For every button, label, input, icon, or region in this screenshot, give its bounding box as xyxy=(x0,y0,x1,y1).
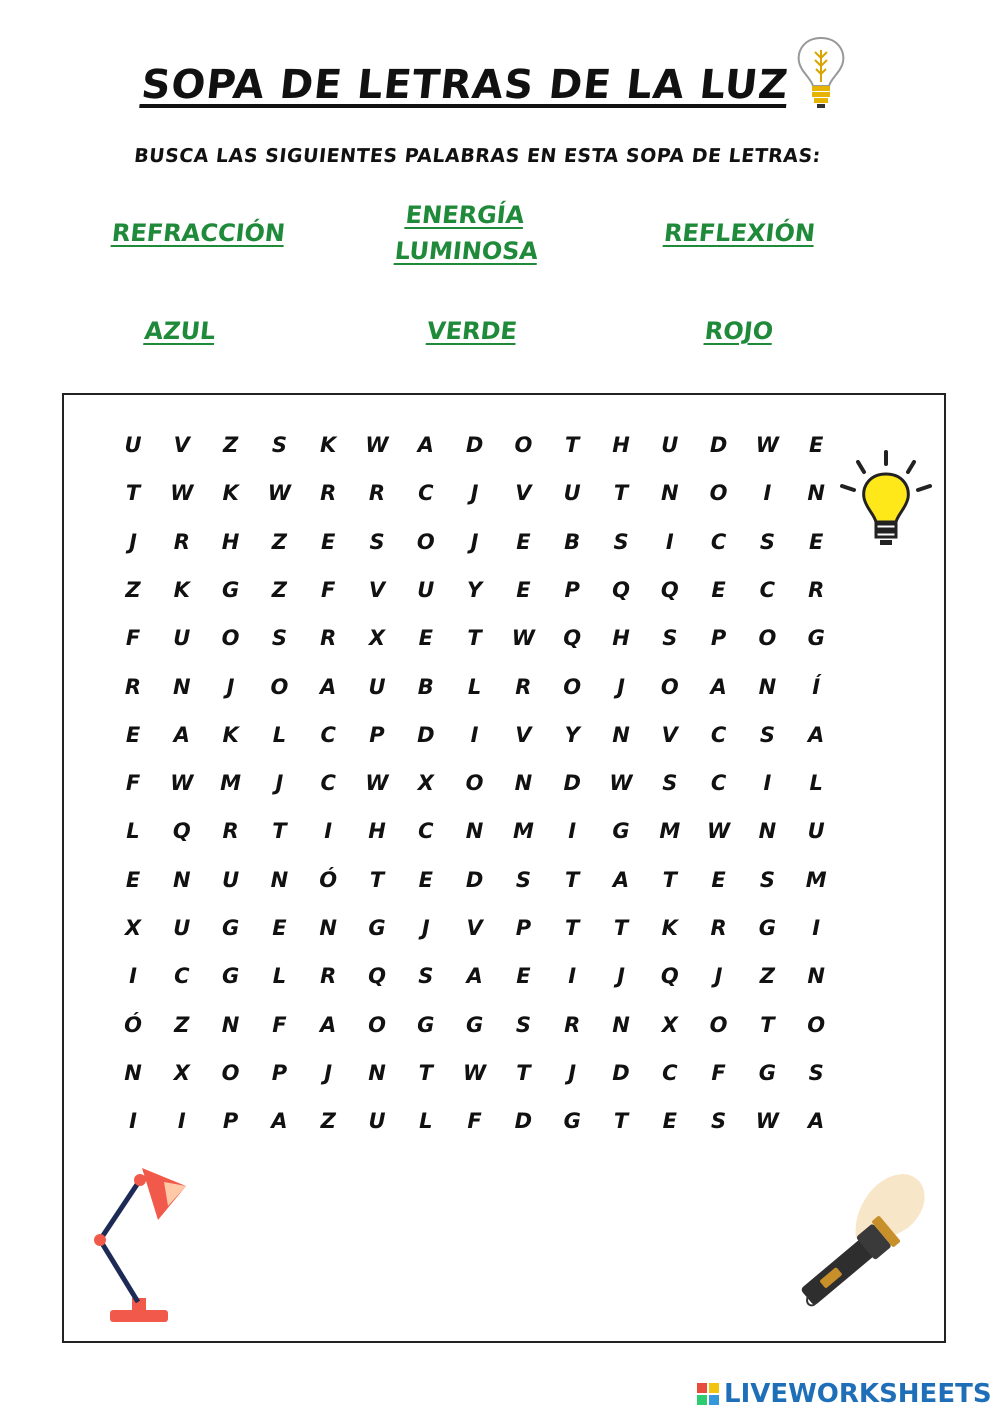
grid-letter: Q xyxy=(660,577,679,602)
grid-letter: R xyxy=(710,916,727,940)
grid-letter: J xyxy=(470,481,479,506)
grid-letter: M xyxy=(512,819,534,844)
grid-letter: E xyxy=(516,964,531,989)
grid-letter: A xyxy=(466,964,483,989)
grid-letter: E xyxy=(125,722,141,747)
word-azul: AZUL xyxy=(143,317,217,345)
grid-letter: J xyxy=(129,529,137,554)
grid-letter: E xyxy=(418,867,433,892)
grid-letter: F xyxy=(272,1012,287,1037)
grid-letter: V xyxy=(466,916,483,940)
grid-letter: S xyxy=(418,964,434,989)
grid-letter: N xyxy=(270,867,289,892)
grid-letter: C xyxy=(418,481,434,506)
grid-letter: O xyxy=(709,1012,728,1037)
grid-letter: P xyxy=(222,1109,239,1134)
grid-letter: R xyxy=(320,481,337,506)
grid-letter: Y xyxy=(564,722,580,747)
grid-letter: Q xyxy=(612,577,630,602)
grid-letter: N xyxy=(758,674,777,699)
grid-letter: S xyxy=(515,867,531,892)
grid-letter: N xyxy=(661,481,679,506)
grid-letter: W xyxy=(463,1060,487,1085)
grid-letter: R xyxy=(515,674,532,699)
grid-letter: C xyxy=(710,771,727,796)
page-title: SOPA DE LETRAS DE LA LUZ xyxy=(139,62,791,108)
grid-letter: D xyxy=(563,771,581,796)
grid-letter: P xyxy=(710,626,727,651)
desk-lamp-icon xyxy=(88,1160,198,1330)
grid-letter: U xyxy=(173,916,191,940)
grid-letter: E xyxy=(321,529,336,554)
grid-letter: R xyxy=(368,481,386,506)
grid-letter: D xyxy=(417,722,435,747)
grid-letter: J xyxy=(275,771,284,796)
grid-letter: N xyxy=(368,1060,386,1085)
grid-letter: U xyxy=(124,433,142,457)
grid-letter: T xyxy=(272,819,287,844)
grid-letter: R xyxy=(320,964,337,989)
grid-letter: N xyxy=(612,722,630,747)
grid-letter: O xyxy=(709,481,728,506)
grid-letter: R xyxy=(564,1012,581,1037)
grid-letter: Y xyxy=(466,577,483,602)
grid-letter: I xyxy=(763,771,772,796)
grid-letter: E xyxy=(516,529,531,554)
grid-letter: O xyxy=(270,674,289,699)
liveworksheets-logo-icon xyxy=(696,1382,720,1406)
grid-letter: S xyxy=(759,722,775,747)
grid-letter: O xyxy=(660,674,679,699)
grid-letter: C xyxy=(710,529,727,554)
grid-letter: C xyxy=(418,819,434,844)
grid-letter: E xyxy=(711,577,726,602)
grid-letter: S xyxy=(271,626,287,651)
grid-letter: E xyxy=(711,867,726,892)
grid-letter: E xyxy=(418,626,433,651)
grid-letter: G xyxy=(221,964,240,989)
grid-letter: W xyxy=(170,771,194,796)
grid-letter: R xyxy=(222,819,239,844)
grid-letter: E xyxy=(662,1109,677,1134)
grid-letter: D xyxy=(709,433,728,457)
grid-letter: T xyxy=(418,1060,433,1085)
grid-letter: Q xyxy=(660,964,679,989)
grid-letter: I xyxy=(763,481,772,506)
grid-letter: N xyxy=(807,481,825,506)
grid-letter: G xyxy=(417,1012,435,1037)
grid-letter: V xyxy=(661,722,678,747)
grid-letter: K xyxy=(320,433,337,457)
grid-letter: W xyxy=(170,481,194,506)
grid-letter: N xyxy=(465,819,484,844)
grid-letter: N xyxy=(124,1060,142,1085)
grid-letter: Z xyxy=(271,529,287,554)
word-verde: VERDE xyxy=(425,317,519,345)
grid-letter: G xyxy=(758,1060,777,1085)
grid-letter: V xyxy=(515,481,532,506)
word-luminosa: LUMINOSA xyxy=(393,237,540,265)
grid-letter: E xyxy=(809,529,824,554)
light-bulb-glowing-icon xyxy=(836,448,936,552)
grid-letter: K xyxy=(173,577,190,602)
grid-letter: Z xyxy=(271,577,287,602)
grid-letter: D xyxy=(465,867,484,892)
grid-letter: C xyxy=(320,771,336,796)
grid-letter: U xyxy=(807,819,825,844)
grid-letter: G xyxy=(612,819,630,844)
grid-letter: T xyxy=(613,916,629,940)
grid-letter: K xyxy=(661,916,678,940)
grid-letter: T xyxy=(613,1109,629,1134)
word-reflexion: REFLEXIÓN xyxy=(662,219,817,247)
grid-letter: L xyxy=(467,674,482,699)
grid-letter: T xyxy=(369,867,385,892)
grid-letter: O xyxy=(368,1012,386,1037)
grid-letter: O xyxy=(465,771,484,796)
grid-letter: W xyxy=(707,819,731,844)
word-rojo: ROJO xyxy=(703,317,775,345)
grid-letter: D xyxy=(612,1060,630,1085)
grid-letter: C xyxy=(710,722,727,747)
grid-letter: H xyxy=(368,819,386,844)
grid-letter: E xyxy=(125,867,141,892)
grid-letter: O xyxy=(221,626,240,651)
grid-letter: J xyxy=(617,674,625,699)
grid-letter: B xyxy=(564,529,581,554)
grid-letter: P xyxy=(369,722,385,747)
grid-letter: L xyxy=(419,1109,433,1134)
grid-letter: J xyxy=(617,964,625,989)
grid-letter: O xyxy=(563,674,582,699)
grid-letter: J xyxy=(324,1060,333,1085)
grid-letter: T xyxy=(516,1060,531,1085)
grid-letter: W xyxy=(365,433,389,457)
grid-letter: O xyxy=(416,529,435,554)
grid-letter: S xyxy=(759,867,775,892)
grid-letter: G xyxy=(758,916,777,940)
grid-letter: N xyxy=(612,1012,630,1037)
grid-letter: W xyxy=(267,481,291,506)
grid-letter: L xyxy=(272,964,287,989)
grid-letter: P xyxy=(271,1060,288,1085)
grid-letter: G xyxy=(368,916,386,940)
grid-letter: Z xyxy=(125,577,141,602)
flashlight-icon xyxy=(786,1168,936,1318)
light-bulb-icon xyxy=(793,34,849,110)
grid-letter: T xyxy=(125,481,141,506)
grid-letter: C xyxy=(320,722,336,747)
grid-letter: A xyxy=(417,433,434,457)
grid-letter: O xyxy=(807,1012,826,1037)
grid-letter: M xyxy=(805,867,827,892)
grid-letter: S xyxy=(369,529,385,554)
grid-letter: S xyxy=(613,529,629,554)
grid-letter: I xyxy=(665,529,674,554)
grid-letter: X xyxy=(417,771,434,796)
grid-letter: E xyxy=(809,433,824,457)
grid-letter: J xyxy=(470,529,479,554)
grid-letter: M xyxy=(220,771,242,796)
grid-letter: E xyxy=(516,577,531,602)
grid-letter: Z xyxy=(174,1012,190,1037)
grid-letter: N xyxy=(807,964,825,989)
grid-letter: W xyxy=(511,626,535,651)
grid-letter: I xyxy=(568,819,577,844)
grid-letter: P xyxy=(515,916,532,940)
grid-letter: D xyxy=(465,433,484,457)
grid-letter: L xyxy=(272,722,287,747)
grid-letter: E xyxy=(272,916,287,940)
grid-letter: U xyxy=(661,433,679,457)
footer-brand xyxy=(696,1374,992,1414)
grid-letter: A xyxy=(710,674,727,699)
grid-letter: I xyxy=(568,964,577,989)
grid-letter: S xyxy=(515,1012,531,1037)
grid-letter: G xyxy=(221,577,240,602)
grid-letter: A xyxy=(808,722,825,747)
grid-letter: R xyxy=(124,674,142,699)
grid-letter: G xyxy=(221,916,240,940)
grid-letter: C xyxy=(174,964,190,989)
grid-letter: U xyxy=(222,867,240,892)
grid-letter: Ó xyxy=(319,867,338,892)
grid-letter: N xyxy=(319,916,337,940)
footer-text: LIVEWORKSHEETS xyxy=(724,1379,992,1409)
grid-letter: K xyxy=(222,722,239,747)
grid-letter: J xyxy=(226,674,235,699)
grid-letter: F xyxy=(711,1060,726,1085)
grid-letter: A xyxy=(173,722,190,747)
grid-letter: I xyxy=(177,1109,186,1134)
grid-letter: W xyxy=(365,771,389,796)
grid-letter: L xyxy=(126,819,140,844)
grid-letter: S xyxy=(759,529,775,554)
grid-letter: B xyxy=(417,674,434,699)
grid-letter: A xyxy=(320,674,337,699)
grid-letter: T xyxy=(565,916,580,940)
grid-letter: Q xyxy=(172,819,191,844)
grid-letter: N xyxy=(514,771,533,796)
grid-letter: U xyxy=(368,674,386,699)
grid-letter: N xyxy=(173,867,191,892)
grid-letter: O xyxy=(514,433,533,457)
grid-letter: X xyxy=(368,626,386,651)
grid-letter: R xyxy=(808,577,825,602)
grid-letter: V xyxy=(515,722,532,747)
grid-letter: U xyxy=(368,1109,386,1134)
grid-letter: R xyxy=(320,626,337,651)
grid-letter: J xyxy=(568,1060,577,1085)
grid-letter: N xyxy=(173,674,191,699)
grid-letter: I xyxy=(812,916,821,940)
grid-letter: S xyxy=(271,433,287,457)
grid-letter: G xyxy=(465,1012,484,1037)
grid-letter: I xyxy=(129,1109,137,1134)
grid-letter: S xyxy=(662,771,678,796)
grid-letter: N xyxy=(758,819,777,844)
grid-letter: G xyxy=(563,1109,581,1134)
grid-letter: D xyxy=(514,1109,533,1134)
grid-letter: A xyxy=(320,1012,337,1037)
instructions: BUSCA LAS SIGUIENTES PALABRAS EN ESTA SOPA DE LETRAS: xyxy=(133,145,822,167)
grid-letter: V xyxy=(173,433,190,457)
grid-letter: X xyxy=(124,916,142,940)
grid-letter: Q xyxy=(563,626,582,651)
grid-letter: O xyxy=(758,626,777,651)
grid-letter: W xyxy=(755,433,779,457)
grid-letter: U xyxy=(173,626,191,651)
grid-letter: W xyxy=(609,771,633,796)
grid-letter: F xyxy=(125,626,141,651)
grid-letter: F xyxy=(125,771,141,796)
grid-letter: T xyxy=(613,481,629,506)
grid-letter: X xyxy=(661,1012,678,1037)
word-refraccion: REFRACCIÓN xyxy=(110,219,287,247)
grid-letter: F xyxy=(467,1109,482,1134)
grid-letter: Z xyxy=(759,964,775,989)
grid-letter: X xyxy=(173,1060,190,1085)
grid-letter: H xyxy=(612,433,630,457)
grid-letter: A xyxy=(808,1109,825,1134)
grid-letter: U xyxy=(417,577,435,602)
grid-letter: L xyxy=(809,771,823,796)
grid-letter: J xyxy=(714,964,723,989)
grid-letter: S xyxy=(662,626,678,651)
grid-letter: S xyxy=(711,1109,727,1134)
grid-letter: C xyxy=(662,1060,678,1085)
grid-letter: H xyxy=(612,626,630,651)
grid-letter: N xyxy=(221,1012,240,1037)
grid-letter: I xyxy=(324,819,333,844)
grid-letter: M xyxy=(659,819,681,844)
grid-letter: C xyxy=(759,577,776,602)
grid-letter: U xyxy=(563,481,581,506)
grid-letter: A xyxy=(612,867,630,892)
grid-letter: A xyxy=(271,1109,288,1134)
grid-letter: K xyxy=(222,481,239,506)
word-energia: ENERGÍA xyxy=(404,201,526,229)
grid-letter: V xyxy=(368,577,386,602)
grid-letter: Í xyxy=(812,674,821,699)
grid-letter: T xyxy=(565,867,580,892)
grid-letter: G xyxy=(807,626,825,651)
grid-letter: S xyxy=(808,1060,824,1085)
grid-letter: J xyxy=(421,916,430,940)
grid-letter: F xyxy=(321,577,336,602)
grid-letter: Z xyxy=(320,1109,336,1134)
grid-letter: W xyxy=(755,1109,779,1134)
grid-letter: Q xyxy=(368,964,386,989)
grid-letter: I xyxy=(129,964,137,989)
grid-letter: T xyxy=(467,626,482,651)
grid-letter: P xyxy=(564,577,580,602)
grid-letter: O xyxy=(221,1060,240,1085)
grid-letter: T xyxy=(565,433,580,457)
grid-letter: Ó xyxy=(124,1012,142,1037)
grid-letter: H xyxy=(221,529,240,554)
grid-letter: T xyxy=(662,867,677,892)
grid-letter: T xyxy=(760,1012,775,1037)
grid-letter: R xyxy=(173,529,190,554)
grid-letter: Z xyxy=(222,433,239,457)
grid-letter: I xyxy=(470,722,479,747)
